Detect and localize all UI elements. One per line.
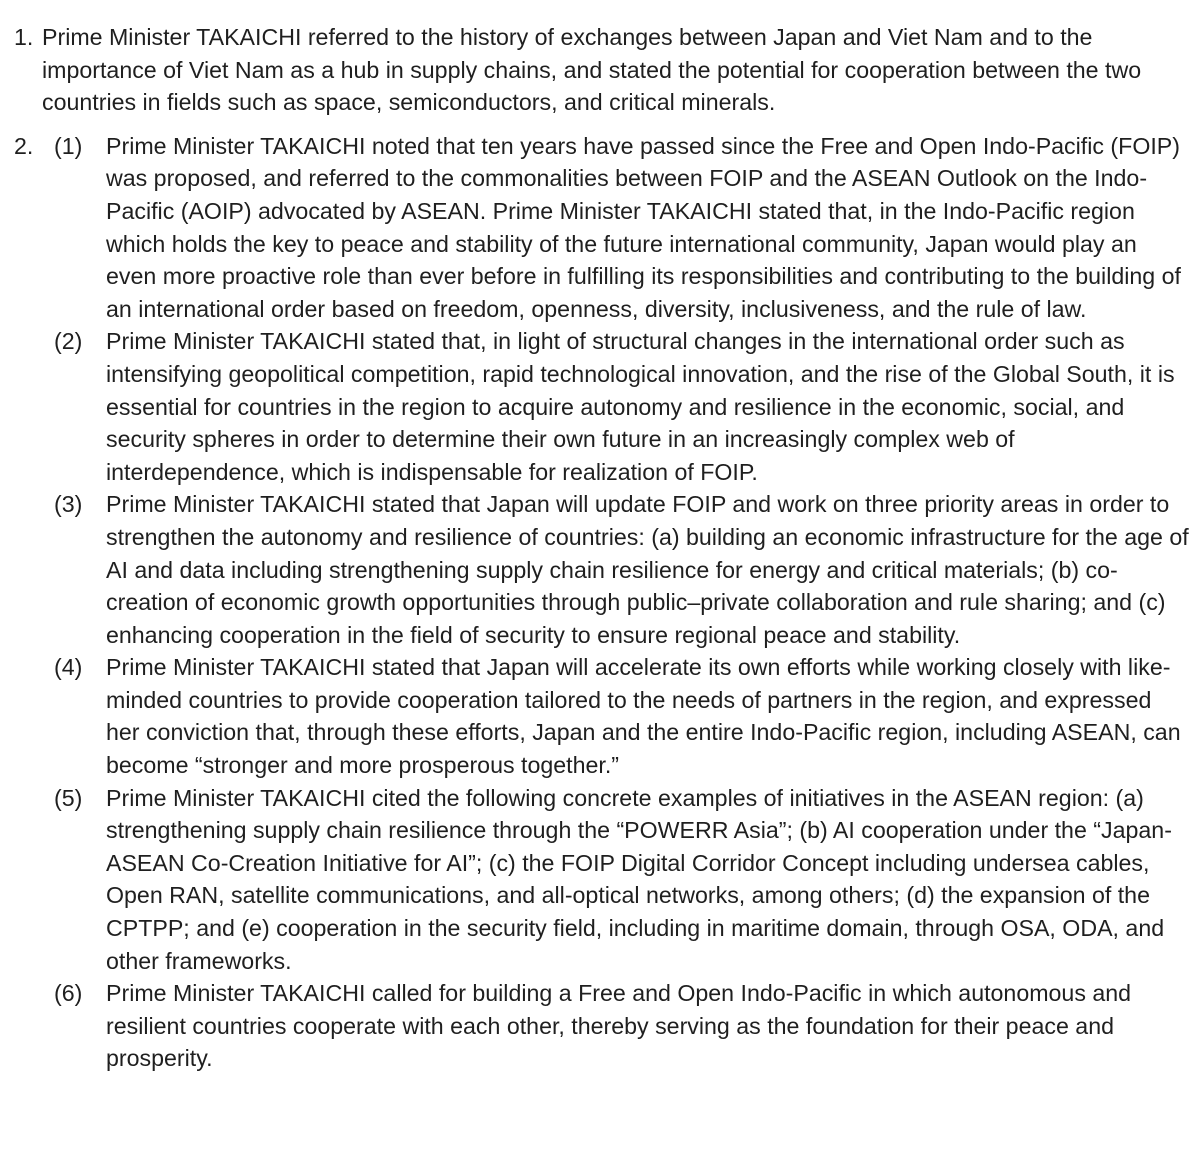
sublist-item-3 (54, 488, 1190, 651)
sublist-number: (6) (54, 980, 83, 1007)
sublist-number: (5) (54, 784, 83, 811)
sublist-item-text: Prime Minister TAKAICHI stated that Japan will accelerate its own efforts while working closely with like-minded countries to provide cooperation tailored to the needs of partners in the region, and expressed her conviction that, through these efforts, Japan and the entire Indo-Pacific region, including ASEAN, can become “stronger and more prosperous together.” (106, 654, 1181, 779)
sublist-number: (2) (54, 328, 83, 355)
sublist-item-text: Prime Minister TAKAICHI stated that, in light of structural changes in the international order such as intensifying geopolitical competition, rapid technological innovation, and the rise of the Global South, it is essential for countries in the region to acquire autonomy and resilience in the economic, social, and security spheres in order to determine their own future in an increasingly complex web of interdependence, which is indispensable for realization of FOIP. (106, 328, 1175, 485)
sublist-number: (3) (54, 491, 83, 518)
sublist-item-2 (54, 325, 1190, 488)
list-number: 2. (14, 132, 34, 159)
sublist (54, 130, 1190, 1075)
sublist-number: (4) (54, 654, 83, 681)
sublist-item-text: Prime Minister TAKAICHI noted that ten years have passed since the Free and Open Indo-Pacific (FOIP) was proposed, and referred to the commonalities between FOIP and the ASEAN Outlook on the Indo-Pacific (AOIP) advocated by ASEAN. Prime Minister TAKAICHI stated that, in the Indo-Pacific region which holds the key to peace and stability of the future international community, Japan would play an even more proactive role than ever before in fulfilling its responsibilities and contributing to the building of an international order based on freedom, openness, diversity, inclusiveness, and the rule of law. (106, 132, 1181, 322)
sublist-item-5 (54, 782, 1190, 978)
list-item-2 (14, 130, 1190, 1075)
sublist-item-1 (54, 130, 1190, 326)
list-item-text: Prime Minister TAKAICHI referred to the history of exchanges between Japan and Viet Nam and to the importance of Viet Nam as a hub in supply chains, and stated the potential for cooperation between the two countries in fields such as space, semiconductors, and critical minerals. (42, 24, 1142, 116)
sublist-item-text: Prime Minister TAKAICHI called for building a Free and Open Indo-Pacific in which autonomous and resilient countries cooperate with each other, thereby serving as the foundation for their peace and prosperity. (106, 980, 1132, 1072)
sublist-item-6 (54, 977, 1190, 1075)
sublist-item-4 (54, 651, 1190, 781)
sublist-item-text: Prime Minister TAKAICHI cited the following concrete examples of initiatives in the ASEAN region: (a) strengthening supply chain resilience through the “POWERR Asia”; (b) AI cooperation under the “Japan-ASEAN Co-Creation Initiative for AI”; (c) the FOIP Digital Corridor Concept including undersea cables, Open RAN, satellite communications, and all-optical networks, among others; (d) the expansion of the CPTPP; and (e) cooperation in the security field, including in maritime domain, through OSA, ODA, and other frameworks. (106, 784, 1172, 974)
sublist-item-text: Prime Minister TAKAICHI stated that Japan will update FOIP and work on three priority areas in order to strengthen the autonomy and resilience of countries: (a) building an economic infrastructure for the age of AI and data including strengthening supply chain resilience for energy and critical materials; (b) co-creation of economic growth opportunities through public–private collaboration and rule sharing; and (c) enhancing cooperation in the field of security to ensure regional peace and stability. (106, 491, 1189, 648)
sublist-number: (1) (54, 132, 83, 159)
list-item-1 (14, 21, 1190, 119)
list-number: 1. (14, 24, 34, 50)
